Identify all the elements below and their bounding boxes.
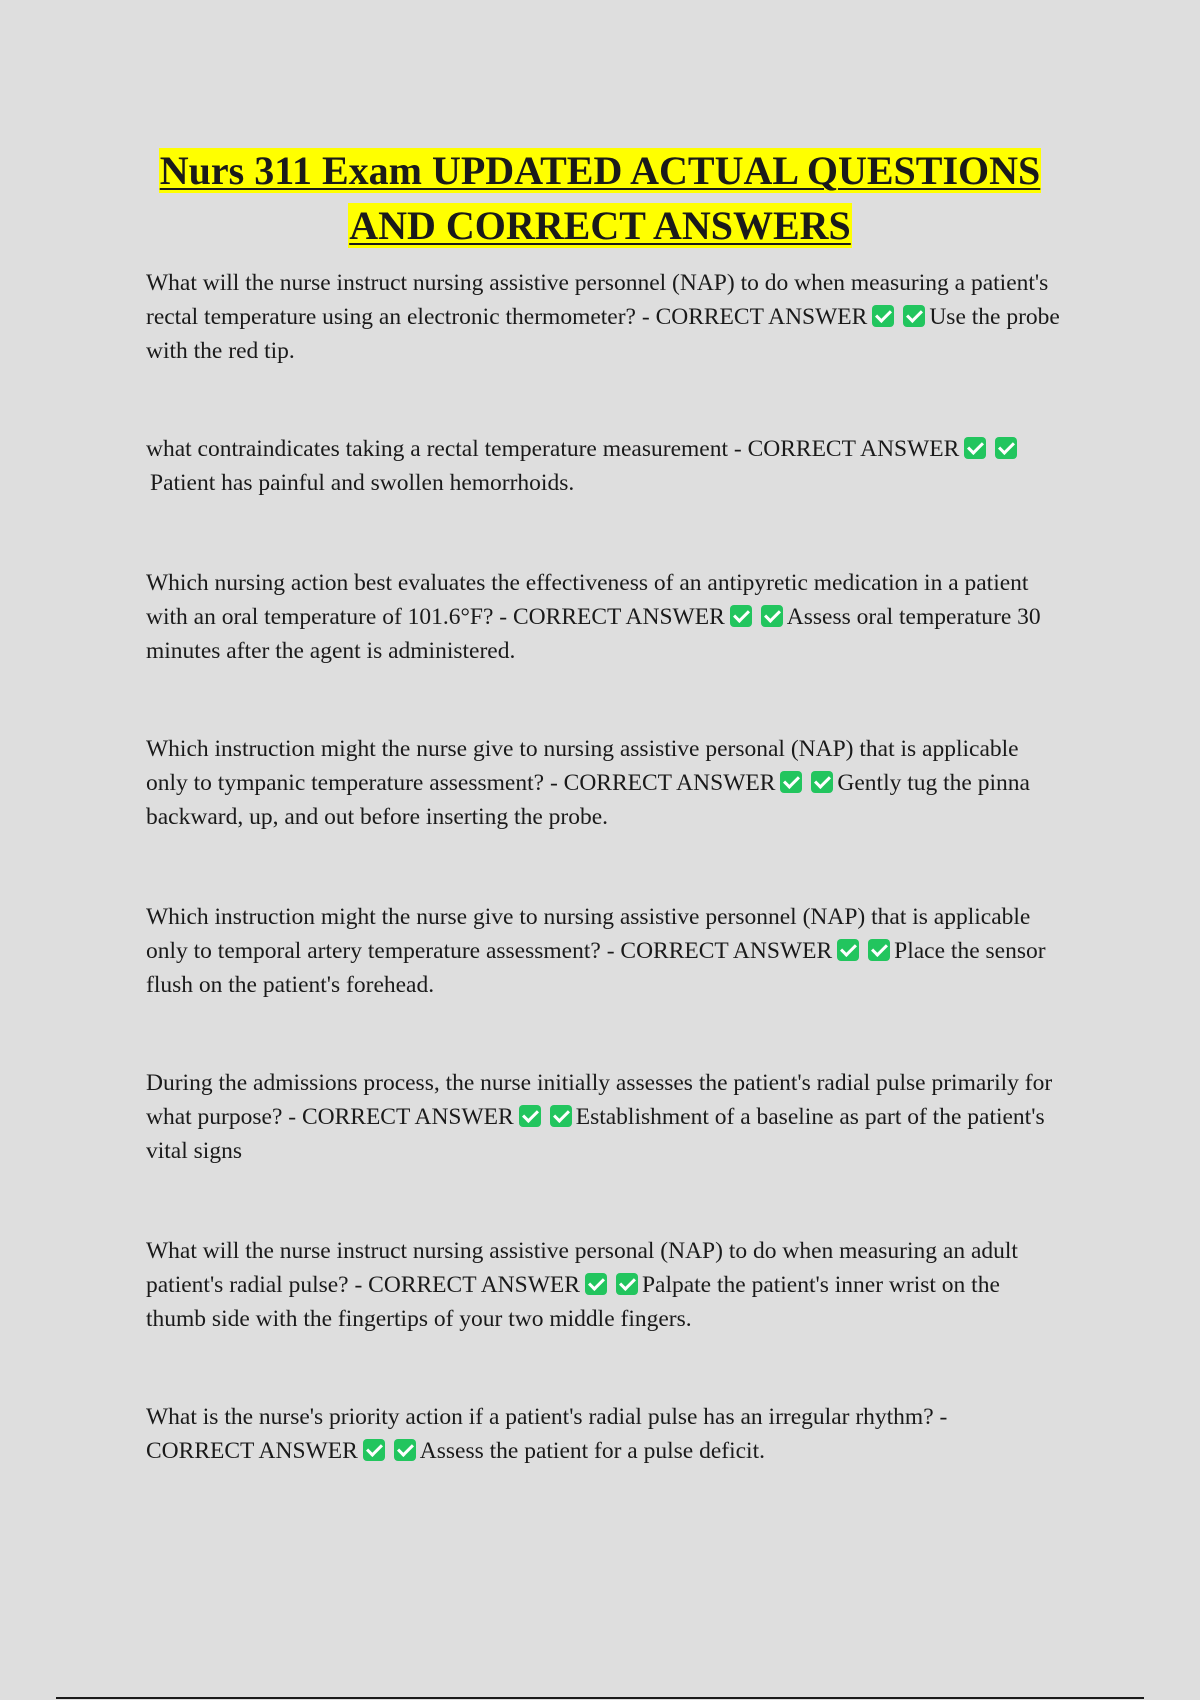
check-mark-icon [363,1439,385,1461]
footer-divider [56,1697,1144,1699]
document-title [0,143,1200,253]
answer-text: Patient has painful and swollen hemorrhoids. [150,470,575,496]
check-mark-icon [585,1273,607,1295]
check-mark-icon [519,1105,541,1127]
qa-item-5 [146,900,1061,1002]
check-mark-icon [616,1273,638,1295]
answer-text: Assess oral temperature 30 minutes after the agent is administered. [146,604,1041,664]
question-text: During the admissions process, the nurse initially assesses the patient's radial pulse primarily for what purpose? - CORRECT ANSWER [146,1070,1053,1130]
question-text: Which nursing action best evaluates the effectiveness of an antipyretic medication in a patient with an oral temperature of 101.6°F? - CORRECT ANSWER [146,570,1029,630]
qa-item-7 [146,1234,1061,1336]
qa-item-2 [146,432,1061,500]
answer-text: Gently tug the pinna backward, up, and out before inserting the probe. [146,770,1030,830]
title-line-2: AND CORRECT ANSWERS [349,203,851,248]
check-mark-icon [995,437,1017,459]
answer-text: Place the sensor flush on the patient's forehead. [146,938,1046,998]
answer-text: Palpate the patient's inner wrist on the thumb side with the fingertips of your two middle fingers. [146,1272,1000,1332]
title-line-1: Nurs 311 Exam UPDATED ACTUAL QUESTIONS [159,148,1041,193]
answer-text: Establishment of a baseline as part of the patient's vital signs [146,1104,1045,1164]
check-mark-icon [837,939,859,961]
check-mark-icon [730,605,752,627]
check-mark-icon [761,605,783,627]
check-mark-icon [868,939,890,961]
question-text: What will the nurse instruct nursing assistive personnel (NAP) to do when measuring a patient's rectal temperature using an electronic thermometer? - CORRECT ANSWER [146,270,1049,330]
answer-text: Assess the patient for a pulse deficit. [419,1438,765,1464]
check-mark-icon [903,305,925,327]
qa-item-4 [146,732,1061,834]
check-mark-icon [550,1105,572,1127]
question-text: What is the nurse's priority action if a patient's radial pulse has an irregular rhythm? - CORRECT ANSWER [146,1404,948,1464]
qa-item-6 [146,1066,1061,1168]
answer-text: Use the probe with the red tip. [146,304,1060,364]
question-text: Which instruction might the nurse give to nursing assistive personnel (NAP) that is applicable only to temporal artery temperature assessment? - CORRECT ANSWER [146,904,1031,964]
qa-item-3 [146,566,1061,668]
question-text: Which instruction might the nurse give to nursing assistive personal (NAP) that is applicable only to tympanic temperature assessment? - CORRECT ANSWER [146,736,1019,796]
check-mark-icon [394,1439,416,1461]
qa-item-8 [146,1400,1061,1468]
question-text: What will the nurse instruct nursing assistive personal (NAP) to do when measuring an adult patient's radial pulse? - CORRECT ANSWER [146,1238,1018,1298]
question-text: what contraindicates taking a rectal temperature measurement - CORRECT ANSWER [146,436,960,462]
check-mark-icon [811,771,833,793]
check-mark-icon [964,437,986,459]
check-mark-icon [780,771,802,793]
check-mark-icon [872,305,894,327]
qa-item-1 [146,266,1061,368]
